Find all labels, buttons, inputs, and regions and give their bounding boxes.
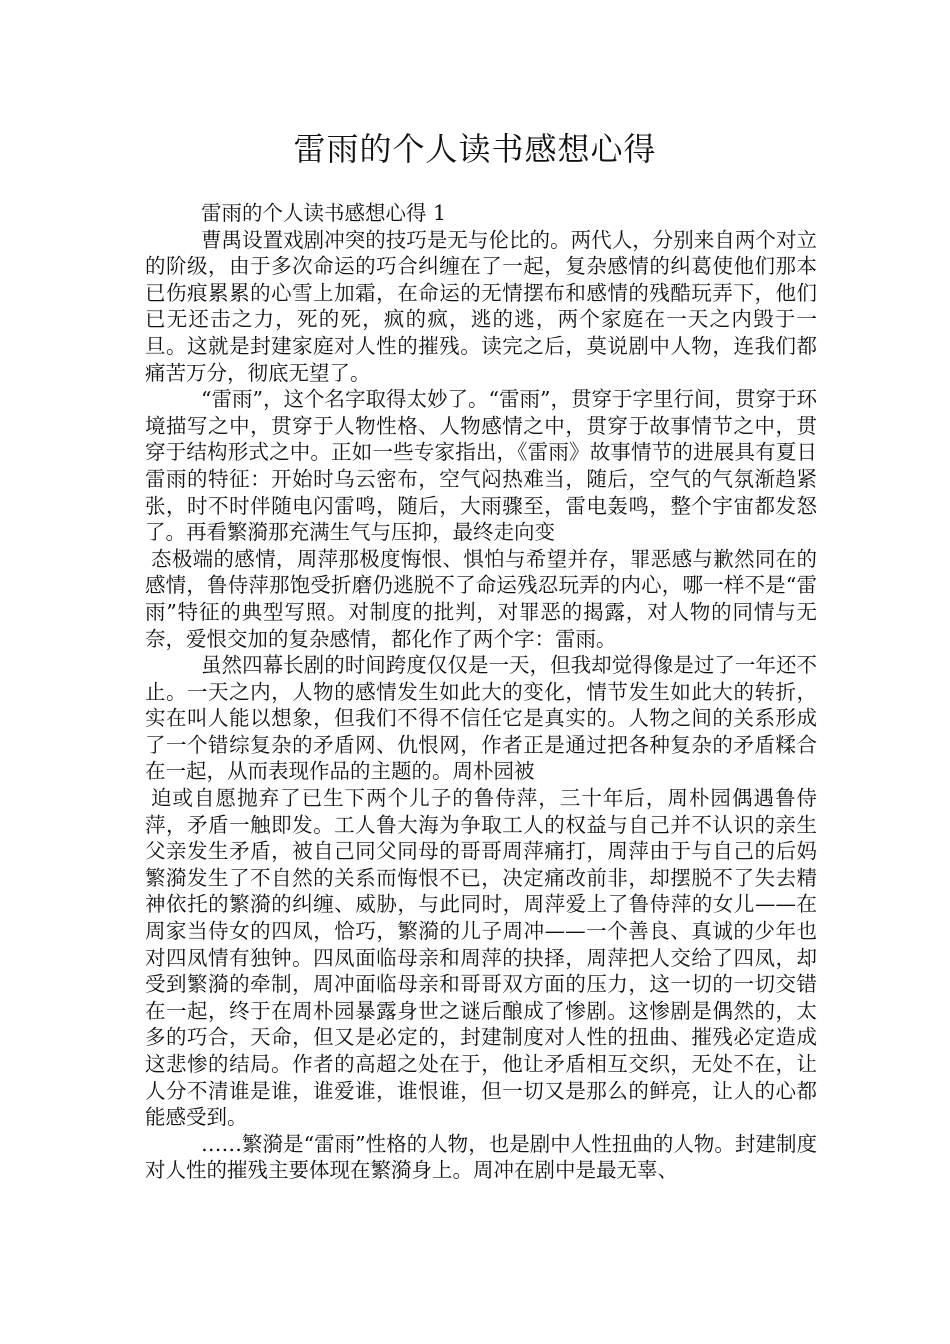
document-title: 雷雨的个人读书感想心得	[293, 130, 657, 168]
document-body	[145, 200, 817, 1184]
paragraph-continued: 态极端的感情，周萍那极度悔恨、惧怕与希望并存，罪恶感与歉然同在的感情，鲁侍萍那饱受折磨仍逃脱不了命运残忍玩弄的内心，哪一样不是“雷雨”特征的典型写照。对制度的批判，对罪恶的揭露，对人物的同情与无奈，爱恨交加的复杂感情，都化作了两个字：雷雨。	[145, 546, 817, 651]
paragraph: 虽然四幕长剧的时间跨度仅仅是一天，但我却觉得像是过了一年还不止。一天之内，人物的感情发生如此大的变化，情节发生如此大的转折，实在叫人能以想象，但我们不得不信任它是真实的。人物之间的关系形成了一个错综复杂的矛盾网、仇恨网，作者正是通过把各种复杂的矛盾糅合在一起，从而表现作品的主题的。周朴园被	[145, 653, 817, 784]
paragraph-continued: 迫或自愿抛弃了已生下两个儿子的鲁侍萍，三十年后，周朴园偶遇鲁侍萍，矛盾一触即发。工人鲁大海为争取工人的权益与自己并不认识的亲生父亲发生矛盾，被自己同父同母的哥哥周萍痛打，周萍由于与自己的后妈繁漪发生了不自然的关系而悔恨不已，决定痛改前非，却摆脱不了失去精神依托的繁漪的纠缠、威胁，与此同时，周萍爱上了鲁侍萍的女儿——在周家当侍女的四凤，恰巧，繁漪的儿子周冲——一个善良、真诚的少年也对四凤情有独钟。四凤面临母亲和周萍的抉择，周萍把人交给了四凤，却受到繁漪的牵制，周冲面临母亲和哥哥双方面的压力，这一切的一切交错在一起，终于在周朴园暴露身世之谜后酿成了惨剧。这惨剧是偶然的，太多的巧合，天命，但又是必定的，封建制度对人性的扭曲、摧残必定造成这悲惨的结局。作者的高超之处在于，他让矛盾相互交织，无处不在，让人分不清谁是谁，谁爱谁，谁恨谁，但一切又是那么的鲜亮，让人的心都能感受到。	[145, 786, 817, 1130]
paragraph: 曹禺设置戏剧冲突的技巧是无与伦比的。两代人，分别来自两个对立的阶级，由于多次命运的巧合纠缠在了一起，复杂感情的纠葛使他们那本已伤痕累累的心雪上加霜，在命运的无情摆布和感情的残酷玩弄下，他们已无还击之力，死的死，疯的疯，逃的逃，两个家庭在一天之内毁于一旦。这就是封建家庭对人性的摧残。读完之后，莫说剧中人物，连我们都痛苦万分，彻底无望了。	[145, 227, 817, 385]
section-heading: 雷雨的个人读书感想心得 1	[201, 201, 447, 225]
paragraph: ……繁漪是“雷雨”性格的人物，也是剧中人性扭曲的人物。封建制度对人性的摧残主要体现在繁漪身上。周冲在剧中是最无辜、	[145, 1131, 817, 1183]
paragraph: “雷雨”，这个名字取得太妙了。“雷雨”，贯穿于字里行间，贯穿于环境描写之中，贯穿于人物性格、人物感情之中，贯穿于故事情节之中，贯穿于结构形式之中。正如一些专家指出，《雷雨》故事情节的进展具有夏日雷雨的特征：开始时乌云密布，空气闷热难当，随后，空气的气氛渐趋紧张，时不时伴随电闪雷鸣，随后，大雨骤至，雷电轰鸣，整个宇宙都发怒了。再看繁漪那充满生气与压抑，最终走向变	[145, 387, 817, 545]
